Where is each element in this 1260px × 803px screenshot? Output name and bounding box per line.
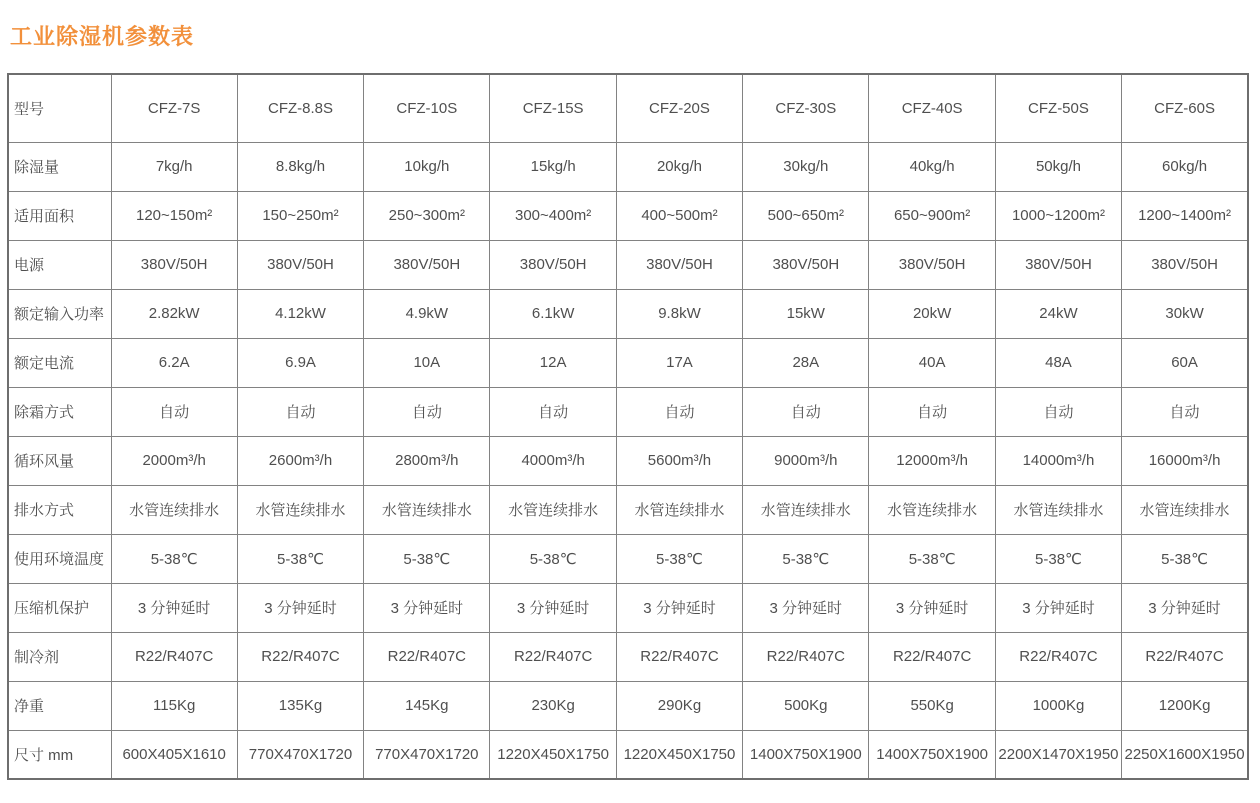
- table-body: [8, 74, 1248, 779]
- table-cell: R22/R407C: [616, 632, 742, 681]
- table-cell: 15kg/h: [490, 142, 616, 191]
- table-cell: 145Kg: [364, 681, 490, 730]
- table-cell: R22/R407C: [237, 632, 363, 681]
- table-cell: 28A: [743, 338, 869, 387]
- table-cell: 770X470X1720: [237, 730, 363, 779]
- row-header-cell: 除霜方式: [8, 387, 111, 436]
- table-cell: 290Kg: [616, 681, 742, 730]
- table-cell: 380V/50H: [237, 240, 363, 289]
- table-cell: 水管连续排水: [1122, 485, 1248, 534]
- table-row: [8, 485, 1248, 534]
- table-cell: 8.8kg/h: [237, 142, 363, 191]
- table-cell: 10A: [364, 338, 490, 387]
- table-row: [8, 534, 1248, 583]
- row-header-cell: 排水方式: [8, 485, 111, 534]
- table-cell: R22/R407C: [995, 632, 1121, 681]
- table-cell: 380V/50H: [1122, 240, 1248, 289]
- table-cell: CFZ-10S: [364, 74, 490, 142]
- table-row: [8, 730, 1248, 779]
- table-cell: 16000m³/h: [1122, 436, 1248, 485]
- table-cell: 17A: [616, 338, 742, 387]
- table-cell: 600X405X1610: [111, 730, 237, 779]
- table-cell: 770X470X1720: [364, 730, 490, 779]
- table-cell: 1000~1200m²: [995, 191, 1121, 240]
- table-cell: R22/R407C: [111, 632, 237, 681]
- table-cell: 5-38℃: [869, 534, 995, 583]
- table-cell: 5-38℃: [237, 534, 363, 583]
- table-cell: 40A: [869, 338, 995, 387]
- row-header-cell: 额定输入功率: [8, 289, 111, 338]
- table-cell: 自动: [1122, 387, 1248, 436]
- table-cell: 2000m³/h: [111, 436, 237, 485]
- table-cell: 自动: [364, 387, 490, 436]
- table-cell: 6.1kW: [490, 289, 616, 338]
- table-cell: 1400X750X1900: [743, 730, 869, 779]
- table-cell: 自动: [237, 387, 363, 436]
- table-cell: 2.82kW: [111, 289, 237, 338]
- table-cell: 1000Kg: [995, 681, 1121, 730]
- row-header-cell: 压缩机保护: [8, 583, 111, 632]
- table-cell: 水管连续排水: [616, 485, 742, 534]
- table-row: [8, 142, 1248, 191]
- table-cell: 14000m³/h: [995, 436, 1121, 485]
- table-cell: 6.9A: [237, 338, 363, 387]
- table-row: [8, 240, 1248, 289]
- table-cell: R22/R407C: [869, 632, 995, 681]
- table-cell: R22/R407C: [1122, 632, 1248, 681]
- table-cell: 水管连续排水: [111, 485, 237, 534]
- row-header-cell: 型号: [8, 74, 111, 142]
- table-cell: 15kW: [743, 289, 869, 338]
- table-cell: 135Kg: [237, 681, 363, 730]
- table-cell: 4000m³/h: [490, 436, 616, 485]
- table-cell: 3 分钟延时: [1122, 583, 1248, 632]
- table-cell: 水管连续排水: [743, 485, 869, 534]
- table-cell: 自动: [490, 387, 616, 436]
- table-cell: CFZ-15S: [490, 74, 616, 142]
- row-header-cell: 适用面积: [8, 191, 111, 240]
- table-cell: 自动: [995, 387, 1121, 436]
- table-cell: 30kW: [1122, 289, 1248, 338]
- table-cell: CFZ-30S: [743, 74, 869, 142]
- table-row: [8, 632, 1248, 681]
- table-cell: 4.12kW: [237, 289, 363, 338]
- table-cell: 3 分钟延时: [237, 583, 363, 632]
- table-row: [8, 387, 1248, 436]
- table-cell: 水管连续排水: [490, 485, 616, 534]
- table-cell: 2800m³/h: [364, 436, 490, 485]
- table-cell: 1200~1400m²: [1122, 191, 1248, 240]
- table-cell: 500~650m²: [743, 191, 869, 240]
- table-row: [8, 436, 1248, 485]
- table-cell: 12000m³/h: [869, 436, 995, 485]
- table-cell: 6.2A: [111, 338, 237, 387]
- table-cell: 20kg/h: [616, 142, 742, 191]
- table-row: [8, 74, 1248, 142]
- table-cell: 9000m³/h: [743, 436, 869, 485]
- table-cell: 5-38℃: [111, 534, 237, 583]
- row-header-cell: 使用环境温度: [8, 534, 111, 583]
- table-cell: 5-38℃: [995, 534, 1121, 583]
- table-cell: 380V/50H: [616, 240, 742, 289]
- table-cell: 12A: [490, 338, 616, 387]
- row-header-cell: 循环风量: [8, 436, 111, 485]
- table-cell: 4.9kW: [364, 289, 490, 338]
- table-cell: 10kg/h: [364, 142, 490, 191]
- table-cell: 5-38℃: [1122, 534, 1248, 583]
- table-cell: 水管连续排水: [237, 485, 363, 534]
- table-row: [8, 338, 1248, 387]
- row-header-cell: 制冷剂: [8, 632, 111, 681]
- table-cell: R22/R407C: [364, 632, 490, 681]
- table-row: [8, 583, 1248, 632]
- table-cell: 380V/50H: [364, 240, 490, 289]
- table-cell: 3 分钟延时: [743, 583, 869, 632]
- table-cell: 3 分钟延时: [364, 583, 490, 632]
- table-cell: CFZ-20S: [616, 74, 742, 142]
- table-cell: 3 分钟延时: [995, 583, 1121, 632]
- table-cell: 380V/50H: [869, 240, 995, 289]
- row-header-cell: 尺寸 mm: [8, 730, 111, 779]
- table-cell: CFZ-60S: [1122, 74, 1248, 142]
- table-row: [8, 681, 1248, 730]
- table-cell: 250~300m²: [364, 191, 490, 240]
- table-cell: 380V/50H: [490, 240, 616, 289]
- table-cell: 230Kg: [490, 681, 616, 730]
- spec-table: [7, 73, 1249, 780]
- table-cell: 3 分钟延时: [616, 583, 742, 632]
- table-cell: 5-38℃: [743, 534, 869, 583]
- table-cell: 380V/50H: [111, 240, 237, 289]
- table-cell: 150~250m²: [237, 191, 363, 240]
- table-cell: 650~900m²: [869, 191, 995, 240]
- table-cell: 7kg/h: [111, 142, 237, 191]
- table-cell: 20kW: [869, 289, 995, 338]
- table-cell: 1220X450X1750: [490, 730, 616, 779]
- table-cell: 48A: [995, 338, 1121, 387]
- table-cell: 5600m³/h: [616, 436, 742, 485]
- table-cell: 1200Kg: [1122, 681, 1248, 730]
- table-cell: CFZ-7S: [111, 74, 237, 142]
- table-cell: 380V/50H: [995, 240, 1121, 289]
- table-cell: 9.8kW: [616, 289, 742, 338]
- table-cell: 550Kg: [869, 681, 995, 730]
- table-cell: 60A: [1122, 338, 1248, 387]
- row-header-cell: 额定电流: [8, 338, 111, 387]
- table-cell: 5-38℃: [490, 534, 616, 583]
- table-cell: 1220X450X1750: [616, 730, 742, 779]
- table-cell: CFZ-50S: [995, 74, 1121, 142]
- table-cell: 自动: [111, 387, 237, 436]
- row-header-cell: 净重: [8, 681, 111, 730]
- table-cell: 2200X1470X1950: [995, 730, 1121, 779]
- table-cell: 水管连续排水: [869, 485, 995, 534]
- row-header-cell: 除湿量: [8, 142, 111, 191]
- table-cell: 40kg/h: [869, 142, 995, 191]
- table-cell: 115Kg: [111, 681, 237, 730]
- table-row: [8, 289, 1248, 338]
- table-cell: CFZ-40S: [869, 74, 995, 142]
- table-cell: 水管连续排水: [995, 485, 1121, 534]
- table-cell: 30kg/h: [743, 142, 869, 191]
- table-cell: 3 分钟延时: [490, 583, 616, 632]
- table-cell: 2250X1600X1950: [1122, 730, 1248, 779]
- table-cell: 120~150m²: [111, 191, 237, 240]
- table-cell: 5-38℃: [616, 534, 742, 583]
- page-title: 工业除湿机参数表: [10, 24, 195, 49]
- table-cell: 500Kg: [743, 681, 869, 730]
- table-cell: 3 分钟延时: [869, 583, 995, 632]
- table-cell: 3 分钟延时: [111, 583, 237, 632]
- table-row: [8, 191, 1248, 240]
- table-cell: 300~400m²: [490, 191, 616, 240]
- table-cell: 自动: [743, 387, 869, 436]
- table-cell: 2600m³/h: [237, 436, 363, 485]
- table-cell: R22/R407C: [743, 632, 869, 681]
- table-cell: R22/R407C: [490, 632, 616, 681]
- table-cell: 5-38℃: [364, 534, 490, 583]
- table-cell: 自动: [869, 387, 995, 436]
- table-cell: 24kW: [995, 289, 1121, 338]
- table-cell: 60kg/h: [1122, 142, 1248, 191]
- table-cell: 1400X750X1900: [869, 730, 995, 779]
- table-cell: 400~500m²: [616, 191, 742, 240]
- table-cell: 50kg/h: [995, 142, 1121, 191]
- table-cell: 自动: [616, 387, 742, 436]
- table-cell: CFZ-8.8S: [237, 74, 363, 142]
- table-cell: 水管连续排水: [364, 485, 490, 534]
- row-header-cell: 电源: [8, 240, 111, 289]
- table-cell: 380V/50H: [743, 240, 869, 289]
